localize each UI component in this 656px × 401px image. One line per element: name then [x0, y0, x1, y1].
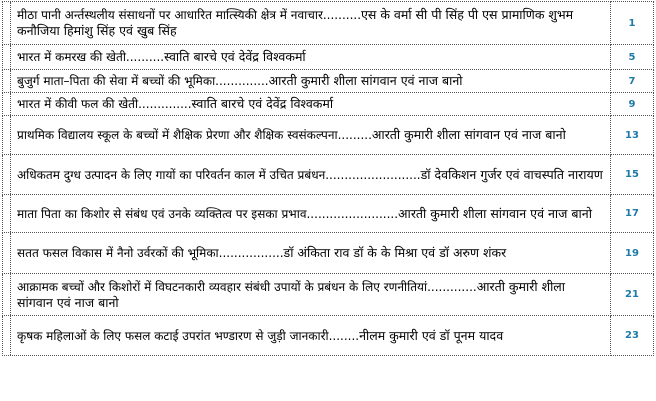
toc-entry [3, 233, 611, 274]
toc-entry [3, 274, 611, 316]
article-title: भारत में कीवी फल की खेती.............. [17, 97, 192, 111]
article-link[interactable] [17, 50, 306, 64]
article-authors: आरती कुमारी शीला सांगवान एवं नाज बानो [398, 205, 592, 221]
article-title: अधिकतम दुग्ध उत्पादन के लिए गायों का परिवर्तन काल में उचित प्रबंधन......................... [17, 167, 421, 182]
article-title: भारत में कमरख की खेती.......... [17, 50, 165, 64]
article-authors: डॉ अंकिता राव डॉ के के मिश्रा एवं डॉ अरुण शंकर [283, 245, 507, 260]
article-title: माता पिता का किशोर से संबंध एवं उनके व्यक्तित्व पर इसका प्रभाव........................ [17, 206, 399, 221]
article-authors: आरती कुमारी शीला सांगवान एवं नाज बानो [268, 73, 463, 88]
toc-entry [3, 155, 611, 195]
article-link[interactable] [17, 168, 603, 182]
page-number: 21 [611, 274, 654, 316]
toc-entry [3, 70, 611, 93]
article-authors: एस के वर्मा सी पी सिंह पी एस प्रामाणिक शुभम कनौजिया हिमांशु सिंह एवं खुब सिंह [17, 7, 574, 38]
toc-entry [3, 316, 611, 356]
toc-entry [3, 45, 611, 70]
contents-table-body [3, 2, 654, 356]
article-link[interactable] [17, 128, 566, 142]
page-number: 15 [611, 155, 654, 195]
page-number: 19 [611, 233, 654, 274]
article-title: आक्रामक बच्चों और किशोरों में विघटनकारी व्यवहार संबंधी उपायों के प्रबंधन के लिए रणनीतियां............. [17, 279, 477, 294]
article-authors: आरती कुमारी शीला सांगवान एवं नाज बानो [17, 278, 566, 310]
article-authors: नीलम कुमारी एवं डॉ पूनम यादव [359, 327, 504, 343]
toc-row [3, 274, 654, 316]
toc-entry [3, 2, 611, 45]
page-number: 17 [611, 195, 654, 233]
toc-row [3, 93, 654, 116]
page-number: 7 [611, 70, 654, 93]
toc-row [3, 116, 654, 155]
article-link[interactable] [17, 280, 565, 310]
article-authors: स्वाति बारचे एवं देवेंद्र विश्वकर्मा [191, 96, 334, 111]
page-number: 9 [611, 93, 654, 116]
article-link[interactable] [17, 207, 592, 221]
article-link[interactable] [17, 246, 506, 260]
toc-row [3, 2, 654, 45]
page-number: 13 [611, 116, 654, 155]
toc-entry [3, 116, 611, 155]
page-number: 23 [611, 316, 654, 356]
toc-row [3, 45, 654, 70]
contents-table [2, 1, 654, 356]
article-title: बुजुर्ग माता–पिता की सेवा में बच्चों की भूमिका.............. [17, 74, 269, 88]
article-link[interactable] [17, 8, 573, 38]
page-number: 5 [611, 45, 654, 70]
article-authors: आरती कुमारी शीला सांगवान एवं नाज बानो [371, 127, 566, 142]
page-number: 1 [611, 2, 654, 45]
article-title: प्राथमिक विद्यालय स्कूल के बच्चों में शैक्षिक प्रेरणा और शैक्षिक स्वसंकल्पना......... [17, 128, 372, 142]
article-title: कृषक महिलाओं के लिए फसल कटाई उपरांत भण्डारण से जुड़ी जानकारी........ [17, 328, 360, 343]
toc-row [3, 70, 654, 93]
toc-entry [3, 93, 611, 116]
article-title: मीठा पानी अर्न्तस्थलीय संसाधनों पर आधारित मात्स्यिकी क्षेत्र में नवाचार.......... [17, 8, 362, 22]
article-link[interactable] [17, 74, 463, 88]
toc-row [3, 155, 654, 195]
table-of-contents [2, 1, 654, 399]
article-authors: स्वाति बारचे एवं देवेंद्र विश्वकर्मा [164, 49, 306, 64]
toc-entry [3, 195, 611, 233]
article-link[interactable] [17, 329, 503, 343]
toc-row [3, 195, 654, 233]
toc-row [3, 316, 654, 356]
toc-row [3, 233, 654, 274]
article-link[interactable] [17, 97, 333, 111]
article-title: सतत फसल विकास में नैनो उर्वरकों की भूमिका................. [17, 246, 284, 260]
article-authors: डॉ देवकिशन गुर्जर एवं वाचस्पति नारायण [420, 166, 603, 182]
